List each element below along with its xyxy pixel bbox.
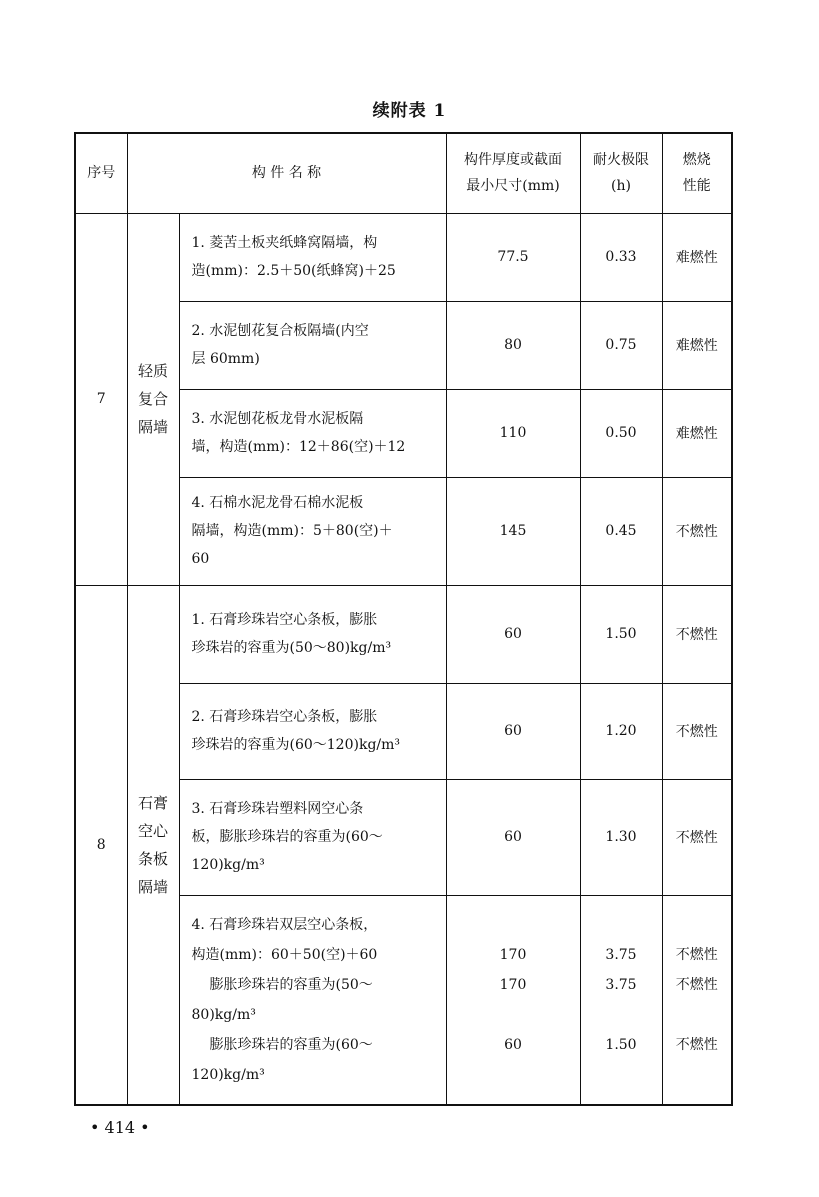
page-number: • 414 • bbox=[90, 1118, 150, 1137]
perf-cell: 不燃性 不燃性 不燃性 bbox=[662, 895, 732, 1105]
limit-cell: 0.75 bbox=[580, 301, 662, 389]
perf-cell: 不燃性 bbox=[662, 477, 732, 585]
limit-cell: 1.30 bbox=[580, 779, 662, 895]
perf-cell: 难燃性 bbox=[662, 301, 732, 389]
perf-cell: 难燃性 bbox=[662, 389, 732, 477]
desc-cell: 4. 石棉水泥龙骨石棉水泥板 隔墙，构造(mm)：5＋80(空)＋ 60 bbox=[179, 477, 446, 585]
table-row bbox=[75, 213, 732, 301]
limit-cell: 0.50 bbox=[580, 389, 662, 477]
table-row bbox=[75, 585, 732, 683]
desc-cell: 3. 石膏珍珠岩塑料网空心条 板，膨胀珍珠岩的容重为(60～ 120)kg/m³ bbox=[179, 779, 446, 895]
desc-cell: 1. 菱苦土板夹纸蜂窝隔墙，构 造(mm)：2.5＋50(纸蜂窝)＋25 bbox=[179, 213, 446, 301]
desc-cell: 2. 水泥刨花复合板隔墙(内空 层 60mm) bbox=[179, 301, 446, 389]
desc-cell: 3. 水泥刨花板龙骨水泥板隔 墙，构造(mm)：12＋86(空)＋12 bbox=[179, 389, 446, 477]
header-seq: 序号 bbox=[75, 133, 127, 213]
limit-cell: 0.33 bbox=[580, 213, 662, 301]
perf-cell: 不燃性 bbox=[662, 585, 732, 683]
limit-cell: 1.20 bbox=[580, 683, 662, 779]
desc-cell: 2. 石膏珍珠岩空心条板，膨胀 珍珠岩的容重为(60～120)kg/m³ bbox=[179, 683, 446, 779]
thickness-cell: 60 bbox=[446, 683, 580, 779]
group-name-cell: 轻质 复合 隔墙 bbox=[127, 213, 179, 585]
header-perf: 燃烧 性能 bbox=[662, 133, 732, 213]
desc-cell: 1. 石膏珍珠岩空心条板，膨胀 珍珠岩的容重为(50～80)kg/m³ bbox=[179, 585, 446, 683]
thickness-cell: 170 170 60 bbox=[446, 895, 580, 1105]
perf-cell: 不燃性 bbox=[662, 779, 732, 895]
perf-cell: 不燃性 bbox=[662, 683, 732, 779]
seq-cell: 8 bbox=[75, 585, 127, 1105]
header-name: 构 件 名 称 bbox=[127, 133, 446, 213]
fire-resistance-table bbox=[74, 132, 733, 1106]
thickness-cell: 145 bbox=[446, 477, 580, 585]
header-thickness: 构件厚度或截面 最小尺寸(mm) bbox=[446, 133, 580, 213]
perf-cell: 难燃性 bbox=[662, 213, 732, 301]
limit-cell: 3.75 3.75 1.50 bbox=[580, 895, 662, 1105]
thickness-cell: 60 bbox=[446, 585, 580, 683]
thickness-cell: 80 bbox=[446, 301, 580, 389]
limit-cell: 1.50 bbox=[580, 585, 662, 683]
desc-cell: 4. 石膏珍珠岩双层空心条板， 构造(mm)：60＋50(空)＋60 膨胀珍珠岩的容重为(50～ 80)kg/m³ 膨胀珍珠岩的容重为(60～ 120)kg/m³ bbox=[179, 895, 446, 1105]
thickness-cell: 77.5 bbox=[446, 213, 580, 301]
limit-cell: 0.45 bbox=[580, 477, 662, 585]
group-name-cell: 石膏 空心 条板 隔墙 bbox=[127, 585, 179, 1105]
thickness-cell: 60 bbox=[446, 779, 580, 895]
thickness-cell: 110 bbox=[446, 389, 580, 477]
header-limit: 耐火极限 (h) bbox=[580, 133, 662, 213]
header-row bbox=[75, 133, 732, 213]
table-title: 续附表 1 bbox=[372, 101, 447, 121]
seq-cell: 7 bbox=[75, 213, 127, 585]
